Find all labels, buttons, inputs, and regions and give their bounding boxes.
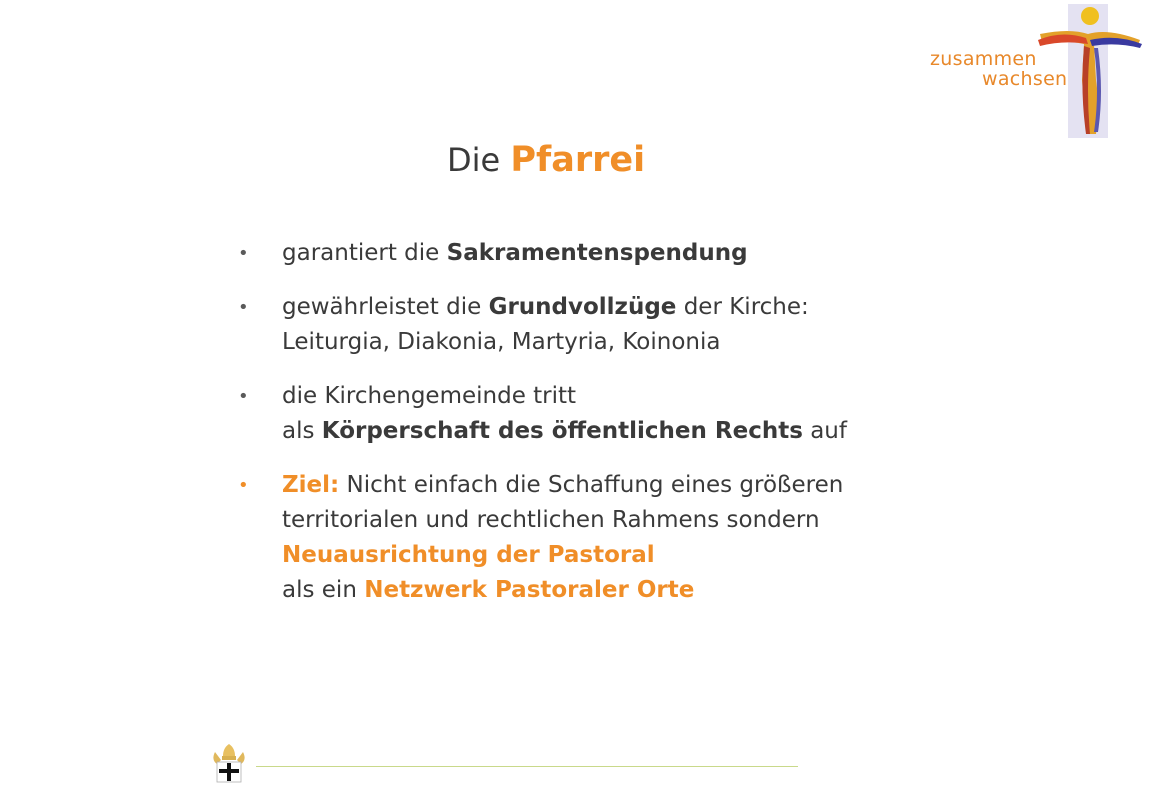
bullet-line: [282, 379, 878, 414]
footer-divider: [256, 766, 798, 767]
logo-text-line2: wachsen: [982, 68, 1068, 90]
text-segment: Nicht einfach die Schaffung eines größeren: [339, 472, 844, 498]
text-segment: als: [282, 418, 322, 444]
text-segment: die Kirchengemeinde tritt: [282, 383, 577, 409]
bullet-line: [282, 573, 878, 608]
page-title: [447, 138, 645, 186]
bullet-item: [238, 468, 878, 608]
text-segment: Grundvollzüge: [488, 294, 677, 320]
text-segment: Netzwerk Pastoraler Orte: [364, 577, 695, 603]
text-segment: auf: [802, 418, 847, 444]
bullet-line: [282, 503, 878, 538]
bullet-dot-icon: •: [238, 243, 249, 264]
text-segment: als ein: [282, 577, 365, 603]
bullet-list: [238, 236, 878, 627]
text-segment: Ziel:: [282, 472, 340, 498]
zusammen-wachsen-logo: [926, 0, 1146, 140]
text-segment: der Kirche:: [676, 294, 809, 320]
bullet-dot-icon: •: [238, 475, 249, 496]
cross-figure-icon: [1030, 0, 1146, 140]
bullet-dot-icon: •: [238, 386, 249, 407]
text-segment: Leiturgia, Diakonia, Martyria, Koinonia: [282, 329, 721, 355]
text-segment: Sakramentenspendung: [446, 240, 748, 266]
bullet-line: [282, 236, 878, 271]
bullet-item: [238, 290, 878, 360]
text-segment: garantiert die: [282, 240, 447, 266]
bullet-line: [282, 290, 878, 325]
diocese-crest-icon: [209, 742, 249, 784]
title-part2: Pfarrei: [510, 140, 646, 180]
text-segment: Körperschaft des öffentlichen Rechts: [321, 418, 803, 444]
bullet-line: [282, 414, 878, 449]
logo-text-line1: zusammen: [930, 48, 1037, 70]
bullet-item: [238, 379, 878, 449]
text-segment: Neuausrichtung der Pastoral: [282, 542, 655, 568]
bullet-line: [282, 468, 878, 503]
bullet-item: [238, 236, 878, 271]
text-segment: territorialen und rechtlichen Rahmens sondern: [282, 507, 820, 533]
bullet-line: [282, 538, 878, 573]
bullet-line: [282, 325, 878, 360]
text-segment: gewährleistet die: [282, 294, 489, 320]
bullet-dot-icon: •: [238, 297, 249, 318]
title-part1: Die: [447, 141, 501, 179]
